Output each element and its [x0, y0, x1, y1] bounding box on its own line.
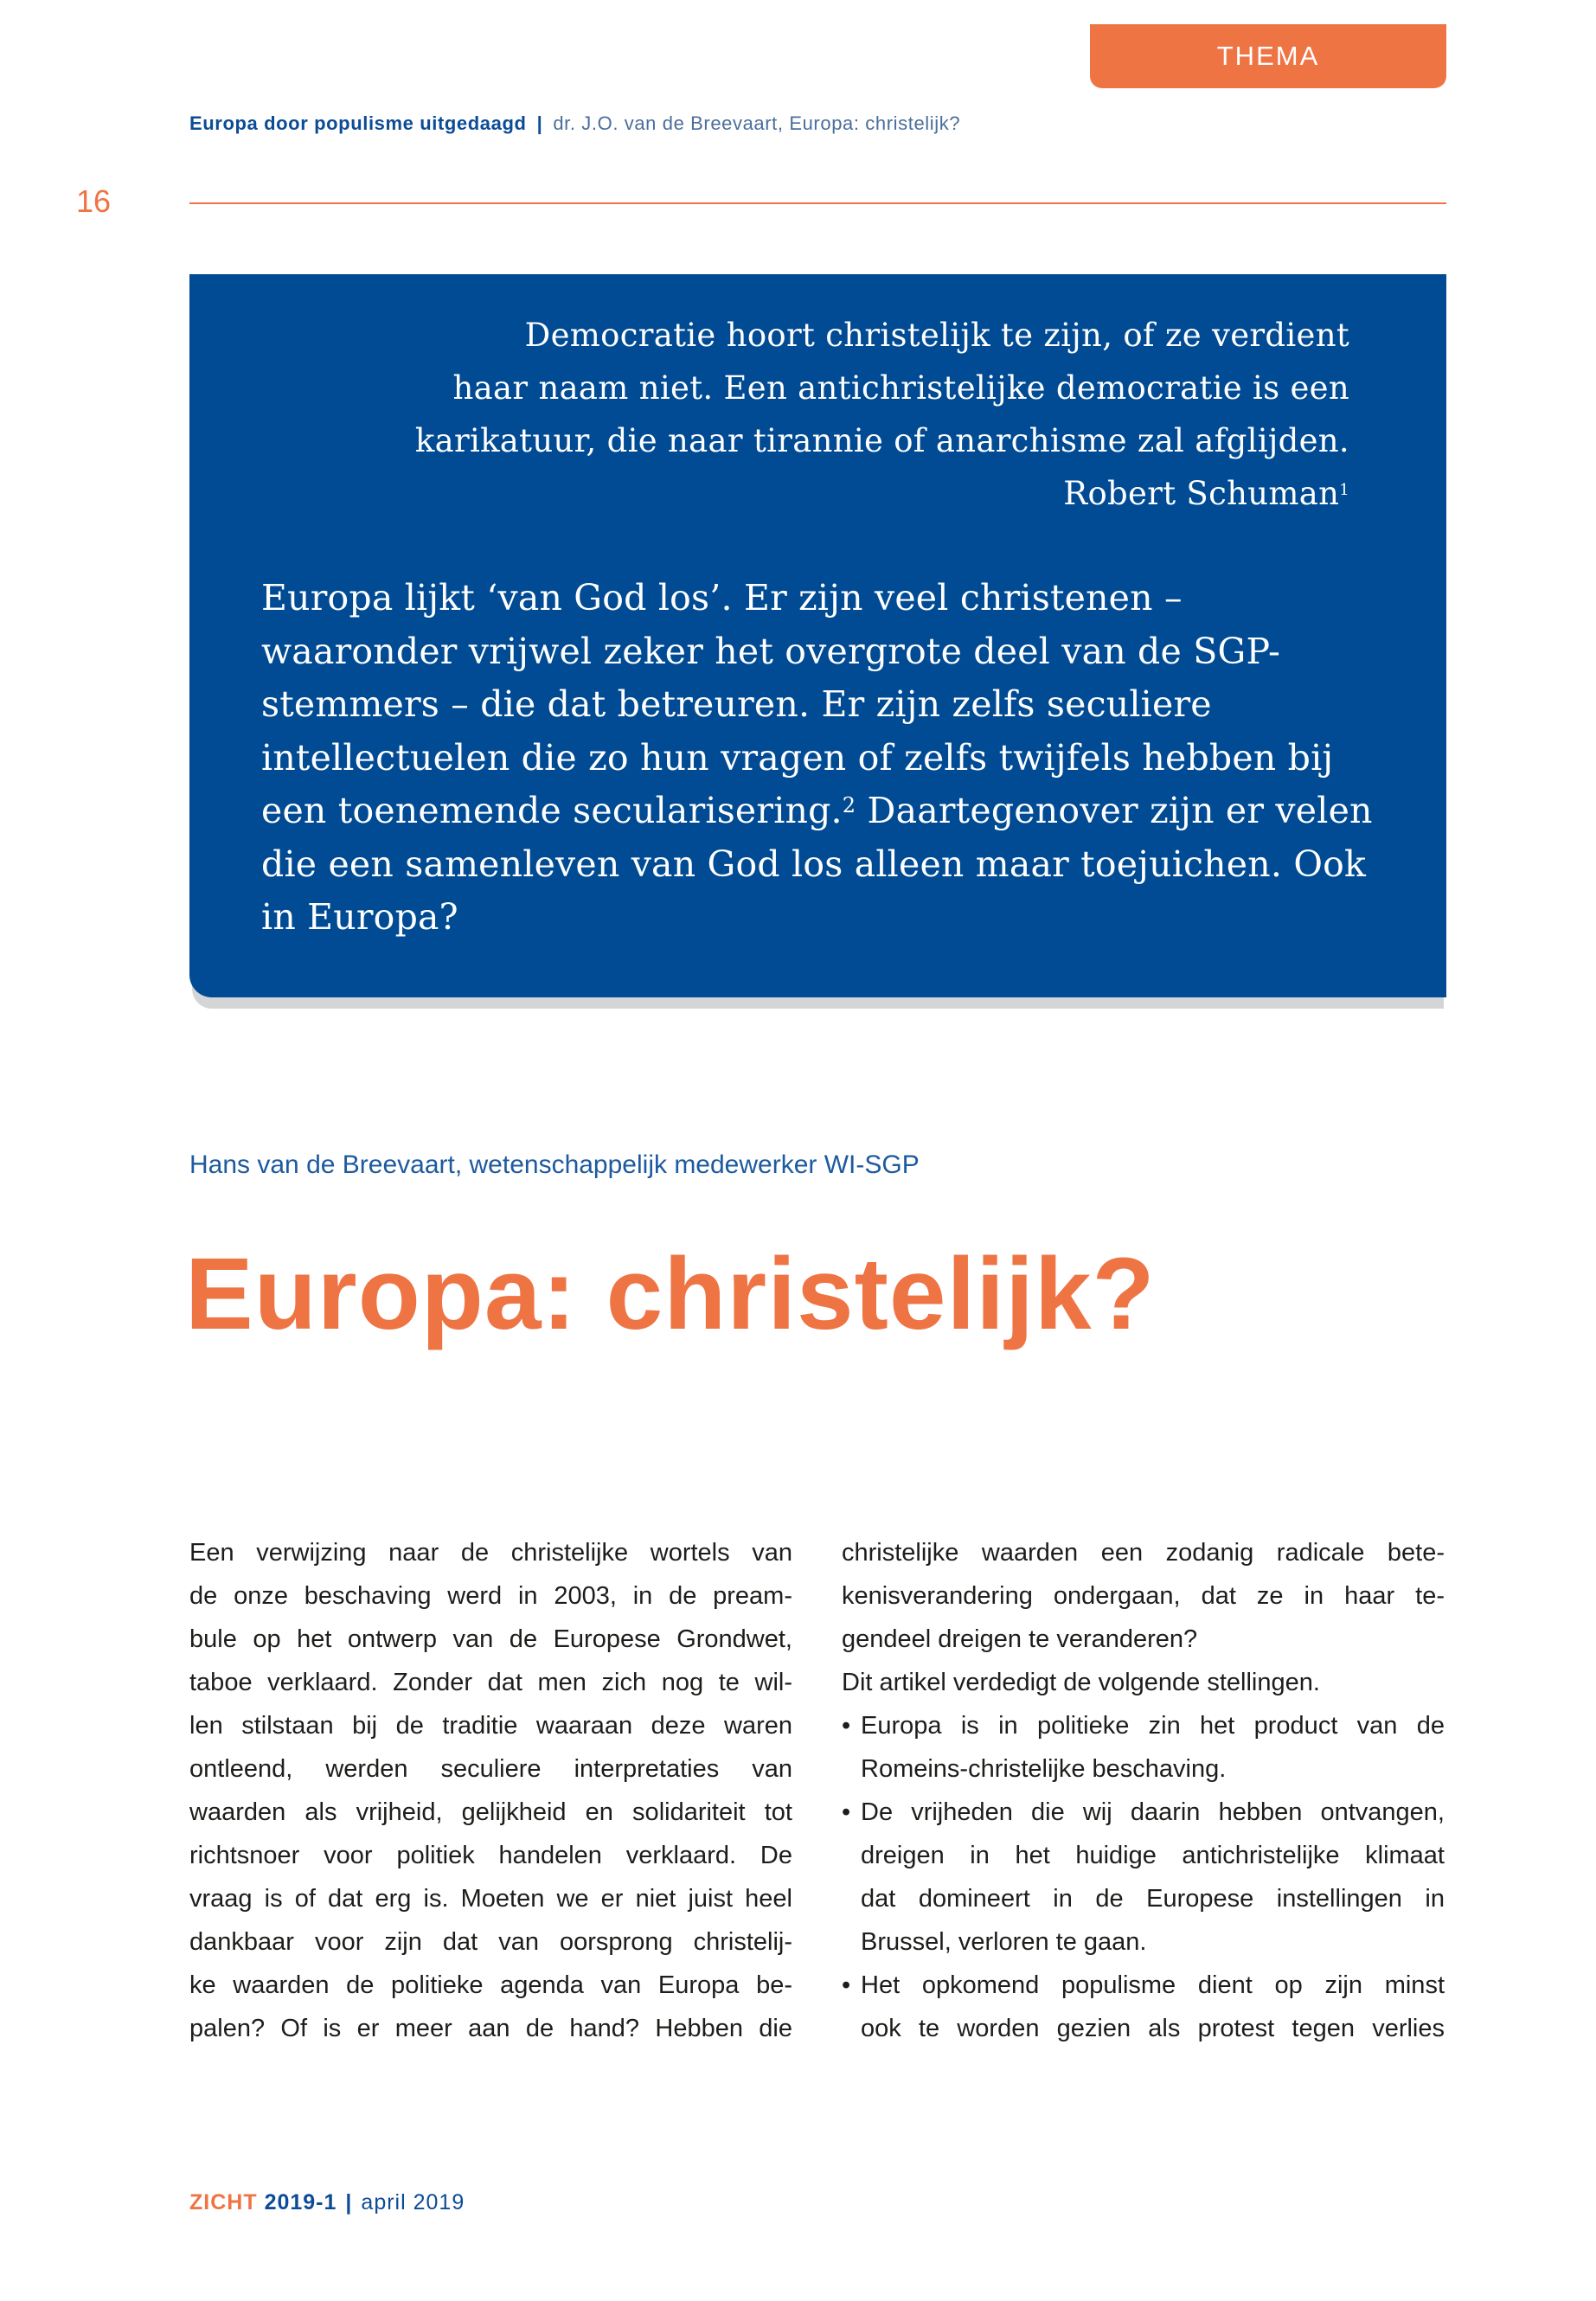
- thesis-line: [842, 1704, 1445, 1747]
- body-line: palen? Of is er meer aan de hand? Hebben die: [189, 2015, 792, 2042]
- thesis-item: [842, 1791, 1445, 1964]
- intro-line: die een samenleven van God los alleen maar toejuichen. Ook: [261, 843, 1367, 885]
- body-line: taboe verklaard. Zonder dat men zich nog te wil-: [189, 1669, 792, 1696]
- footnote-marker: 2: [842, 793, 856, 817]
- footnote-marker: 1: [1339, 481, 1349, 499]
- thesis-line: Brussel, verloren te gaan.: [861, 1928, 1147, 1956]
- running-header: [189, 112, 960, 135]
- bullet-marker: •: [842, 1798, 851, 1826]
- body-line: ke waarden de politieke agenda van Europa be-: [189, 1971, 792, 1999]
- intro-quote-box: [189, 274, 1446, 997]
- thesis-line: ook te worden gezien als protest tegen verlies: [861, 2015, 1445, 2042]
- epigraph-line: karikatuur, die naar tirannie of anarchisme zal afglijden.: [414, 422, 1349, 459]
- body-line: gendeel dreigen te veranderen?: [842, 1625, 1198, 1653]
- author-byline: Hans van de Breevaart, wetenschappelijk medewerker WI-SGP: [189, 1150, 920, 1179]
- body-line: christelijke waarden een zodanig radicale bete-: [842, 1539, 1445, 1567]
- epigraph-line: haar naam niet. Een antichristelijke democratie is een: [452, 369, 1349, 407]
- body-line: bule op het ontwerp van de Europese Grondwet,: [189, 1625, 792, 1653]
- article-reference: dr. J.O. van de Breevaart, Europa: christelijk?: [553, 112, 961, 134]
- body-line: ontleend, werden seculiere interpretaties van: [189, 1755, 792, 1783]
- thesis-item: [842, 1704, 1445, 1791]
- body-line: de onze beschaving werd in 2003, in de pream-: [189, 1582, 792, 1610]
- epigraph-attribution: [398, 467, 1349, 520]
- body-column-left: [189, 1531, 792, 2050]
- body-line: richtsnoer voor politiek handelen verklaard. De: [189, 1842, 792, 1869]
- body-line: Dit artikel verdedigt de volgende stellingen.: [842, 1669, 1320, 1696]
- footer-separator: |: [345, 2190, 353, 2214]
- intro-line: waaronder vrijwel zeker het overgrote deel van de SGP-: [261, 630, 1281, 672]
- intro-line: in Europa?: [261, 896, 458, 938]
- intro-paragraph: [261, 572, 1377, 945]
- intro-line: stemmers – die dat betreuren. Er zijn zelfs seculiere: [261, 683, 1212, 725]
- intro-line: intellectuelen die zo hun vragen of zelfs twijfels hebben bij: [261, 736, 1334, 779]
- thesis-line: dat domineert in de Europese instellingen in: [861, 1885, 1445, 1913]
- header-rule: [189, 202, 1446, 204]
- epigraph: [398, 309, 1349, 520]
- header-separator: |: [536, 112, 543, 134]
- body-column-right: [842, 1531, 1445, 2050]
- intro-line-part: Daartegenover zijn er velen: [856, 790, 1373, 831]
- intro-line: [261, 785, 1377, 838]
- bullet-marker: •: [842, 1971, 851, 1999]
- body-line: len stilstaan bij de traditie waaraan deze waren: [189, 1712, 792, 1740]
- body-line: vraag is of dat erg is. Moeten we er niet juist heel: [189, 1885, 792, 1913]
- issue-number: 2019-1: [264, 2190, 337, 2214]
- issue-date: april 2019: [361, 2190, 465, 2214]
- thesis-text: Europa is in politieke zin het product van de: [861, 1712, 1445, 1740]
- thesis-line: Romeins-christelijke beschaving.: [861, 1755, 1227, 1783]
- thesis-list: [842, 1704, 1445, 2050]
- thesis-line: [842, 1791, 1445, 1834]
- bullet-marker: •: [842, 1712, 851, 1740]
- attribution-name: Robert Schuman: [1063, 475, 1340, 512]
- thesis-text: Het opkomend populisme dient op zijn minst: [861, 1971, 1445, 1999]
- body-line: waarden als vrijheid, gelijkheid en solidariteit tot: [189, 1798, 792, 1826]
- thesis-line: dreigen in het huidige antichristelijke klimaat: [861, 1842, 1445, 1869]
- body-line: kenisverandering ondergaan, dat ze in haar te-: [842, 1582, 1445, 1610]
- body-line: dankbaar voor zijn dat van oorsprong christelij-: [189, 1928, 792, 1956]
- page-footer: [189, 2190, 465, 2215]
- epigraph-line: Democratie hoort christelijk te zijn, of ze verdient: [524, 317, 1349, 354]
- page-number: 16: [76, 183, 112, 219]
- series-title: Europa door populisme uitgedaagd: [189, 112, 527, 134]
- body-line: Een verwijzing naar de christelijke wortels van: [189, 1539, 792, 1567]
- thesis-line: [842, 1964, 1445, 2007]
- thesis-text: De vrijheden die wij daarin hebben ontvangen,: [861, 1798, 1445, 1826]
- section-tab-thema: THEMA: [1090, 24, 1446, 88]
- thesis-item: [842, 1964, 1445, 2050]
- article-title: Europa: christelijk?: [185, 1237, 1156, 1351]
- magazine-name: ZICHT: [189, 2190, 258, 2214]
- intro-line-part: een toenemende secularisering.: [261, 790, 843, 831]
- intro-line: Europa lijkt ‘van God los’. Er zijn veel christenen –: [261, 577, 1183, 619]
